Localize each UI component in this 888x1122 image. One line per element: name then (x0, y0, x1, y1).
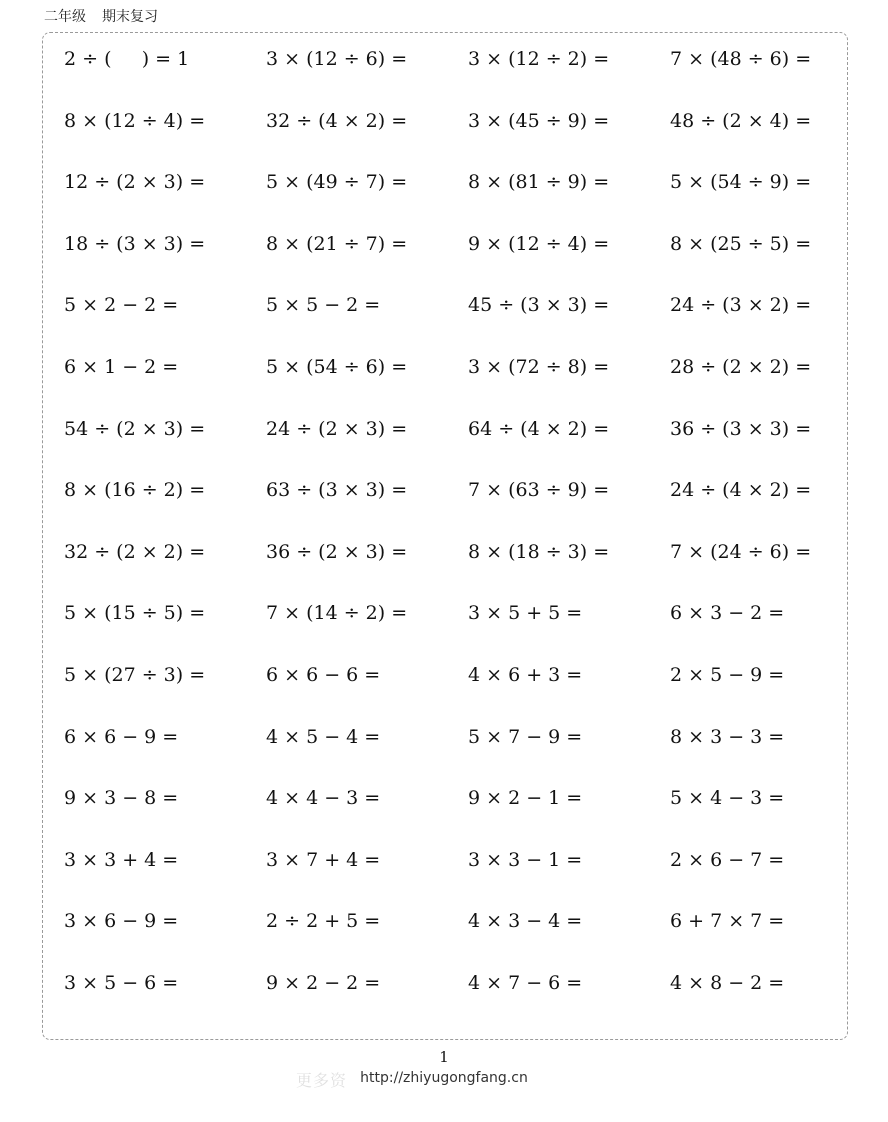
math-problem: 6 × 6 − 6 = (266, 663, 381, 686)
math-problem: 4 × 4 − 3 = (266, 787, 381, 810)
page-number: 1 (439, 1048, 449, 1066)
math-problem: 4 × 3 − 4 = (468, 910, 583, 933)
math-problem: 2 × 6 − 7 = (670, 848, 785, 871)
math-problem: 3 × (45 ÷ 9) = (468, 109, 610, 132)
math-problem: 4 × 7 − 6 = (468, 971, 583, 994)
math-problem: 64 ÷ (4 × 2) = (468, 417, 610, 440)
watermark-text: 更多资 (296, 1071, 348, 1090)
math-problem: 3 × (12 ÷ 2) = (468, 48, 610, 70)
math-problem: 5 × (15 ÷ 5) = (64, 602, 206, 625)
math-problem: 3 × 3 − 1 = (468, 848, 583, 871)
math-problem: 18 ÷ (3 × 3) = (64, 232, 206, 255)
math-problem: 3 × 7 + 4 = (266, 848, 381, 871)
math-problem: 24 ÷ (4 × 2) = (670, 479, 812, 502)
math-problem: 4 × 6 + 3 = (468, 663, 583, 686)
footer-url: http://zhiyugongfang.cn (360, 1070, 528, 1086)
math-problem: 6 + 7 × 7 = (670, 910, 785, 933)
math-problem: 9 × (12 ÷ 4) = (468, 232, 610, 255)
math-problem: 3 × 3 + 4 = (64, 848, 179, 871)
math-problem: 8 × (16 ÷ 2) = (64, 479, 206, 502)
math-problem: 5 × 2 − 2 = (64, 294, 179, 317)
math-problem: 7 × (24 ÷ 6) = (670, 540, 812, 563)
math-problem: 5 × 7 − 9 = (468, 725, 583, 748)
math-problem: 24 ÷ (2 × 3) = (266, 417, 408, 440)
math-problem: 9 × 2 − 2 = (266, 971, 381, 994)
math-problem: 4 × 8 − 2 = (670, 971, 785, 994)
math-problem: 45 ÷ (3 × 3) = (468, 294, 610, 317)
math-problem: 8 × (81 ÷ 9) = (468, 171, 610, 194)
math-problem: 8 × (18 ÷ 3) = (468, 540, 610, 563)
math-problem: 12 ÷ (2 × 3) = (64, 171, 206, 194)
math-problem: 6 × 3 − 2 = (670, 602, 785, 625)
math-problem: 6 × 1 − 2 = (64, 355, 179, 378)
math-problem: 5 × (54 ÷ 6) = (266, 355, 408, 378)
math-problem: 3 × (72 ÷ 8) = (468, 355, 610, 378)
math-problem: 36 ÷ (3 × 3) = (670, 417, 812, 440)
page-header (44, 6, 158, 26)
math-problem: 3 × 6 − 9 = (64, 910, 179, 933)
math-problem: 32 ÷ (4 × 2) = (266, 109, 408, 132)
math-problem: 36 ÷ (2 × 3) = (266, 540, 408, 563)
math-problem: 28 ÷ (2 × 2) = (670, 355, 812, 378)
math-problem: 8 × (21 ÷ 7) = (266, 232, 408, 255)
math-problem: 3 × (12 ÷ 6) = (266, 48, 408, 70)
math-problem: 7 × (14 ÷ 2) = (266, 602, 408, 625)
math-problem: 9 × 3 − 8 = (64, 787, 179, 810)
math-problem: 7 × (48 ÷ 6) = (670, 48, 812, 70)
math-problem: 4 × 5 − 4 = (266, 725, 381, 748)
math-problem: 5 × 5 − 2 = (266, 294, 381, 317)
math-problem: 8 × (12 ÷ 4) = (64, 109, 206, 132)
math-problem: 6 × 6 − 9 = (64, 725, 179, 748)
math-problem: 5 × (49 ÷ 7) = (266, 171, 408, 194)
math-problem: 3 × 5 + 5 = (468, 602, 583, 625)
math-problem: 5 × (54 ÷ 9) = (670, 171, 812, 194)
header-title: 期末复习 (102, 9, 158, 25)
math-problem: 2 ÷ 2 + 5 = (266, 910, 381, 933)
math-problem: 2 × 5 − 9 = (670, 663, 785, 686)
math-problem: 8 × 3 − 3 = (670, 725, 785, 748)
math-problem: 54 ÷ (2 × 3) = (64, 417, 206, 440)
math-problem: 48 ÷ (2 × 4) = (670, 109, 812, 132)
math-problem: 7 × (63 ÷ 9) = (468, 479, 610, 502)
math-problem: 32 ÷ (2 × 2) = (64, 540, 206, 563)
math-problem: 5 × (27 ÷ 3) = (64, 663, 206, 686)
math-problem: 24 ÷ (3 × 2) = (670, 294, 812, 317)
math-problem: 63 ÷ (3 × 3) = (266, 479, 408, 502)
problem-grid (64, 44, 872, 1030)
math-problem: 2 ÷ ( ) = 1 (64, 48, 190, 70)
math-problem: 9 × 2 − 1 = (468, 787, 583, 810)
math-problem: 8 × (25 ÷ 5) = (670, 232, 812, 255)
math-problem: 5 × 4 − 3 = (670, 787, 785, 810)
grade-label: 二年级 (44, 9, 86, 25)
math-problem: 3 × 5 − 6 = (64, 971, 179, 994)
